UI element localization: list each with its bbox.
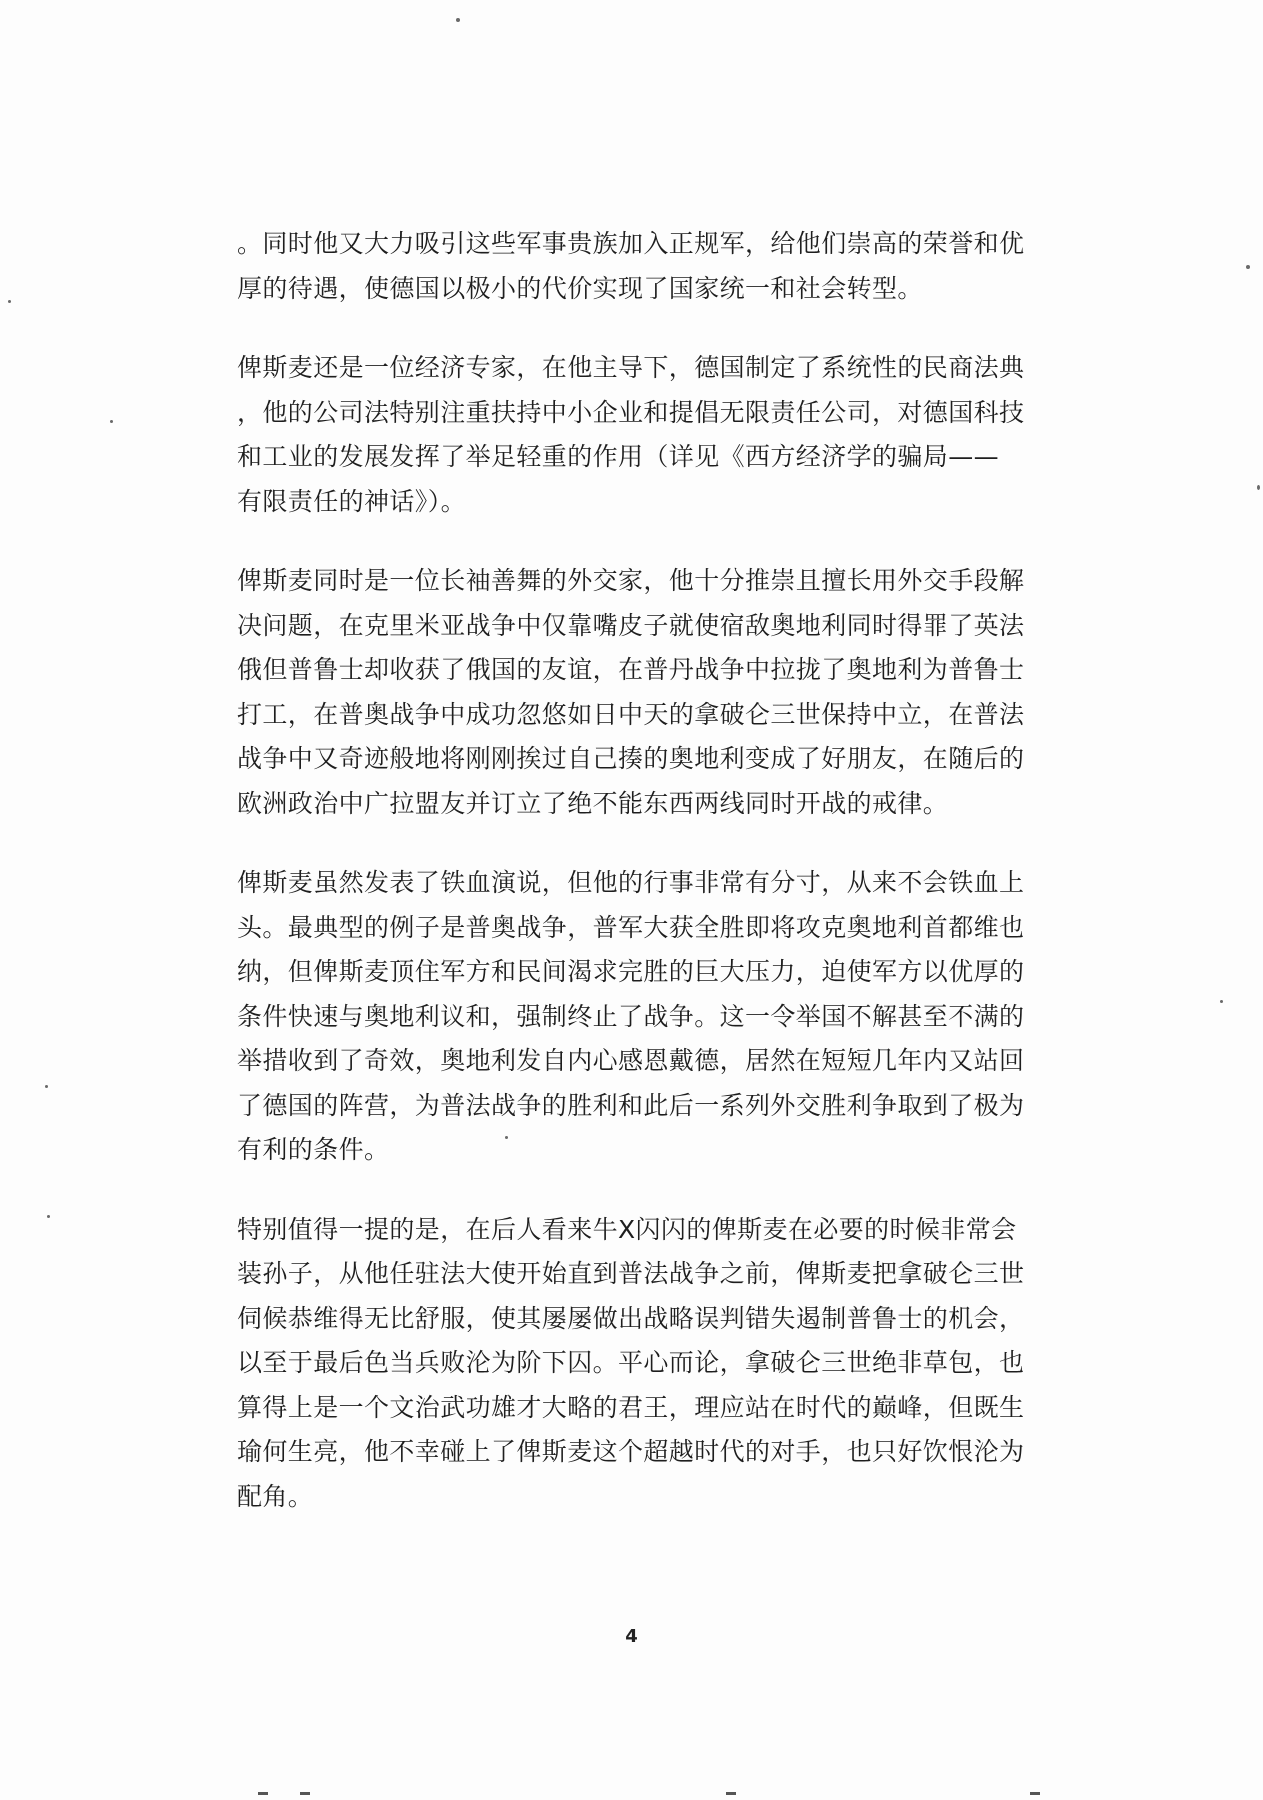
paragraph-5 — [237, 1208, 1037, 1520]
text-line: 了德国的阵营，为普法战争的胜利和此后一系列外交胜利争取到了极为 — [237, 1090, 1025, 1120]
scan-speck — [110, 420, 113, 423]
scan-edge-mark — [300, 1792, 310, 1795]
text-line: 瑜何生亮，他不幸碰上了俾斯麦这个超越时代的对手，也只好饮恨沦为 — [237, 1437, 1025, 1466]
paragraph-3 — [237, 559, 1037, 826]
text-line: 伺候恭维得无比舒服，使其屡屡做出战略误判错失遏制普鲁士的机会， — [237, 1303, 1025, 1333]
text-line: 和工业的发展发挥了举足轻重的作用（详见《西方经济学的骗局—— — [237, 442, 1000, 471]
text-line: 厚的待遇，使德国以极小的代价实现了国家统一和社会转型。 — [237, 273, 923, 303]
text-line: 俄但普鲁士却收获了俄国的友谊，在普丹战争中拉拢了奥地利为普鲁士 — [237, 655, 1025, 684]
text-line: 特别值得一提的是，在后人看来牛X闪闪的俾斯麦在必要的时候非常会 — [237, 1214, 1017, 1244]
paragraph-4 — [237, 861, 1037, 1173]
scan-speck — [47, 1215, 50, 1218]
scan-speck — [1257, 485, 1260, 490]
scan-speck — [1246, 265, 1250, 269]
scan-speck — [45, 1085, 48, 1088]
text-line: 装孙子，从他任驻法大使开始直到普法战争之前，俾斯麦把拿破仑三世 — [237, 1259, 1025, 1288]
text-line: 以至于最后色当兵败沦为阶下囚。平心而论，拿破仑三世绝非草包，也 — [237, 1348, 1025, 1377]
scan-edge-mark — [726, 1792, 736, 1795]
text-line: 打工，在普奥战争中成功忽悠如日中天的拿破仑三世保持中立，在普法 — [237, 699, 1025, 729]
page-number: 4 — [625, 1626, 638, 1647]
text-line: 纳，但俾斯麦顶住军方和民间渴求完胜的巨大压力，迫使军方以优厚的 — [237, 957, 1025, 986]
text-line: 俾斯麦同时是一位长袖善舞的外交家，他十分推崇且擅长用外交手段解 — [237, 566, 1025, 595]
scan-speck — [8, 300, 11, 303]
scan-edge-mark — [1030, 1792, 1040, 1795]
text-line: 俾斯麦还是一位经济专家，在他主导下，德国制定了系统性的民商法典 — [237, 353, 1025, 382]
text-line: 算得上是一个文治武功雄才大略的君王，理应站在时代的巅峰，但既生 — [237, 1392, 1025, 1422]
paragraph-1 — [237, 222, 1037, 311]
text-line: 决问题，在克里米亚战争中仅靠嘴皮子就使宿敌奥地利同时得罪了英法 — [237, 610, 1025, 640]
text-line: 欧洲政治中广拉盟友并订立了绝不能东西两线同时开战的戒律。 — [237, 788, 949, 818]
text-line: 举措收到了奇效，奥地利发自内心感恩戴德，居然在短短几年内又站回 — [237, 1046, 1025, 1075]
text-line: 条件快速与奥地利议和，强制终止了战争。这一令举国不解甚至不满的 — [237, 1001, 1025, 1031]
text-line: 有限责任的神话》）。 — [237, 486, 467, 516]
text-line: 头。最典型的例子是普奥战争，普军大获全胜即将攻克奥地利首都维也 — [237, 912, 1025, 942]
scan-edge-mark — [258, 1792, 268, 1795]
paragraph-2 — [237, 346, 1037, 524]
text-line: ，他的公司法特别注重扶持中小企业和提倡无限责任公司，对德国科技 — [237, 397, 1025, 427]
text-line: 有利的条件。 — [237, 1135, 390, 1164]
scan-speck — [1220, 1000, 1223, 1003]
document-body — [237, 222, 1037, 1554]
scan-speck — [456, 18, 460, 22]
text-line: 俾斯麦虽然发表了铁血演说，但他的行事非常有分寸，从来不会铁血上 — [237, 868, 1025, 897]
text-line: 配角。 — [237, 1481, 314, 1511]
text-line: 。同时他又大力吸引这些军事贵族加入正规军，给他们崇高的荣誉和优 — [237, 229, 1025, 258]
text-line: 战争中又奇迹般地将刚刚挨过自己揍的奥地利变成了好朋友，在随后的 — [237, 744, 1025, 773]
